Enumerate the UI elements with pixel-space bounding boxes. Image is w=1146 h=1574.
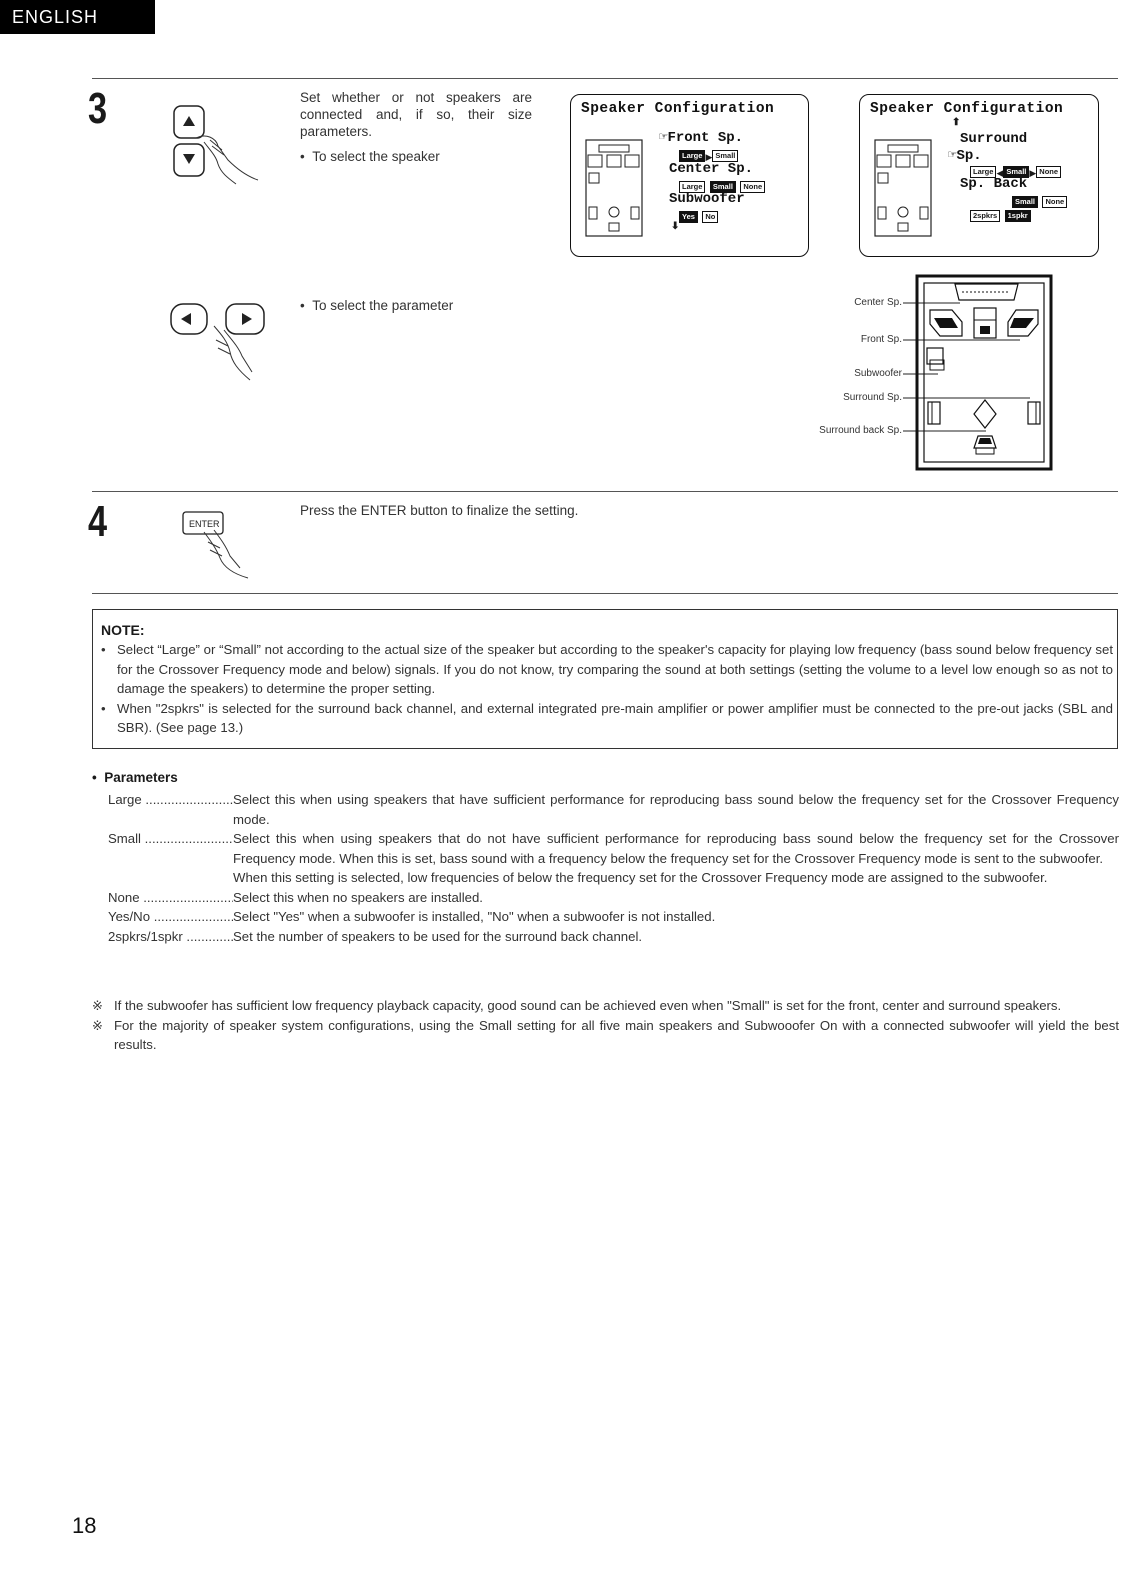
enter-button-label: ENTER xyxy=(189,519,220,529)
parameter-value: Select this when using speakers that do not have sufficient performance for reproducing bass sound below the frequency set for the Crossover Frequency mode. When this is set, bass sound with a frequency below the frequency set for the Crossover Frequency mode is sent to the subwoofer. xyxy=(233,831,1119,866)
lcd-surround-sp xyxy=(948,147,982,164)
option-small: Small xyxy=(1003,166,1029,178)
note-item: • Select “Large” or “Small” not according to the actual size of the speaker but according to the speaker's capacity for playing low frequency (bass sound below frequency set for the Crossover Frequency mode and below) signals. If you do not know, try comparing the sound at both settings (setting the volume to a level low enough so as not to damage the speakers) to determine the proper setting. xyxy=(101,640,1113,699)
diagram-label-front: Front Sp. xyxy=(860,334,902,345)
parameter-row xyxy=(108,927,1119,947)
option-2spkrs: 2spkrs xyxy=(970,210,1000,222)
parameter-row xyxy=(108,907,1119,927)
scroll-down-arrow-icon: ⬇ xyxy=(671,221,680,232)
step-number: 3 xyxy=(88,84,108,133)
step4-instruction: Press the ENTER button to finalize the setting. xyxy=(300,503,579,518)
sp-label: Sp. xyxy=(956,148,982,164)
option-no: No xyxy=(702,211,718,223)
parameter-key: 2spkrs/1spkr ..... xyxy=(108,927,233,947)
parameters-title: Parameters xyxy=(104,770,178,785)
lcd-front-sp xyxy=(659,129,743,146)
note-title: NOTE: xyxy=(101,622,145,638)
parameter-row xyxy=(108,868,1119,888)
parameter-key: Yes/No ..... xyxy=(108,907,233,927)
section-divider xyxy=(92,593,1118,594)
option-small: Small xyxy=(1012,196,1038,208)
option-none: None xyxy=(1036,166,1061,178)
lcd-subwoofer: Subwoofer xyxy=(669,191,745,207)
bullet-select-speaker: • To select the speaker xyxy=(300,149,440,164)
diagram-label-subwoofer: Subwoofer xyxy=(854,368,902,379)
remark-item xyxy=(92,996,1119,1016)
left-right-buttons-icon xyxy=(166,296,276,386)
diagram-label-surround: Surround Sp. xyxy=(843,392,902,403)
front-sp-label: Front Sp. xyxy=(667,130,744,146)
section-divider xyxy=(92,491,1118,492)
remark-text: For the majority of speaker system configurations, using the Small setting for all five main speakers and Subwooofer On with a connected subwoofer will yield the best results. xyxy=(114,1017,1119,1052)
parameter-key: None ..... xyxy=(108,888,233,908)
language-tab: ENGLISH xyxy=(0,0,155,34)
front-sp-options: Large ▶ Small xyxy=(679,147,738,165)
note-box xyxy=(92,609,1118,749)
parameter-row xyxy=(108,829,1119,868)
cursor-hand-icon: ☞ xyxy=(948,148,957,164)
speaker-layout-icon xyxy=(585,139,643,237)
sp-back-options-bottom xyxy=(970,207,1031,225)
section-divider xyxy=(92,78,1118,79)
parameter-value: Select this when no speakers are installed. xyxy=(233,889,483,905)
parameter-key: Small ..... xyxy=(108,829,233,868)
parameter-value: Select this when using speakers that have sufficient performance for reproducing bass sound below the frequency set for the Crossover Frequency mode. xyxy=(233,792,1119,827)
up-down-buttons-icon xyxy=(166,98,266,188)
lcd-title: Speaker Configuration xyxy=(870,101,1064,117)
note-item: • When "2spkrs" is selected for the surround back channel, and external integrated pre-main amplifier or power amplifier must be connected to the pre-out jacks (SBL and SBR). (See page 13.) xyxy=(101,699,1113,738)
option-yes: Yes xyxy=(679,211,698,223)
note-list xyxy=(101,640,1113,738)
parameter-value: Select "Yes" when a subwoofer is installed, "No" when a subwoofer is not installed. xyxy=(233,909,716,924)
lcd-screen-surround xyxy=(859,94,1099,257)
note-item-text: When "2spkrs" is selected for the surround back channel, and external integrated pre-main amplifier or power amplifier must be connected to the pre-out jacks (SBL and SBR). (See page 13.) xyxy=(117,700,1113,735)
option-large: Large xyxy=(679,181,705,193)
lcd-screen-front xyxy=(570,94,809,257)
lcd-sp-back: Sp. Back xyxy=(960,176,1028,192)
speaker-layout-icon xyxy=(874,139,932,237)
parameter-row xyxy=(108,790,1119,829)
parameter-key: Large ..... xyxy=(108,790,233,829)
lcd-surround: Surround xyxy=(960,131,1028,147)
parameter-row xyxy=(108,888,1119,908)
diagram-label-surround-back: Surround back Sp. xyxy=(819,425,902,436)
option-none: None xyxy=(1042,196,1067,208)
note-item-text: Select “Large” or “Small” not according to the actual size of the speaker but according to the speaker's capacity for playing low frequency (bass sound below frequency set for the Crossover Frequency mode and below) signals. If you do not know, try comparing the sound at both settings (setting the volume to a level low enough so as not to damage the speakers) to determine the proper setting. xyxy=(117,642,1113,696)
surround-options: Large ◀ Small ▶ None xyxy=(970,163,1061,181)
option-small: Small xyxy=(712,150,738,162)
option-large: Large xyxy=(970,166,996,178)
remark-mark-icon: ※ xyxy=(92,998,104,1013)
option-large: Large xyxy=(679,150,705,162)
option-small: Small xyxy=(710,181,736,193)
step-number: 4 xyxy=(88,497,108,546)
enter-button-icon xyxy=(178,508,268,583)
bullet-select-speaker-text: To select the speaker xyxy=(312,149,440,164)
bullet-select-parameter-text: To select the parameter xyxy=(312,298,454,313)
option-none: None xyxy=(740,181,765,193)
option-1spkr: 1spkr xyxy=(1005,210,1031,222)
page-number: 18 xyxy=(72,1513,97,1538)
remark-text: If the subwoofer has sufficient low frequency playback capacity, good sound can be achieved even when "Small" is set for the front, center and surround speakers. xyxy=(114,998,1062,1013)
bullet-select-parameter: • To select the parameter xyxy=(300,298,454,313)
parameters-heading: • Parameters xyxy=(92,770,178,785)
lcd-center-sp: Center Sp. xyxy=(669,161,754,177)
scroll-up-arrow-icon: ⬆ xyxy=(952,117,961,128)
cursor-hand-icon: ☞ xyxy=(659,130,668,146)
step3-instruction: Set whether or not speakers are connected and, if so, their size parameters. xyxy=(300,90,532,139)
subwoofer-options xyxy=(679,208,718,226)
parameter-value: When this setting is selected, low frequencies of below the frequency set for the Crossover Frequency mode are assigned to the subwoofer. xyxy=(233,870,1048,885)
speaker-room-diagram xyxy=(900,270,1060,475)
lcd-title: Speaker Configuration xyxy=(581,101,775,117)
parameters-list xyxy=(108,790,1119,946)
diagram-label-center: Center Sp. xyxy=(854,297,902,308)
remark-mark-icon: ※ xyxy=(92,1017,104,1033)
parameter-value: Set the number of speakers to be used for the surround back channel. xyxy=(233,928,643,944)
remark-item xyxy=(92,1016,1119,1055)
remarks-list xyxy=(92,996,1119,1055)
